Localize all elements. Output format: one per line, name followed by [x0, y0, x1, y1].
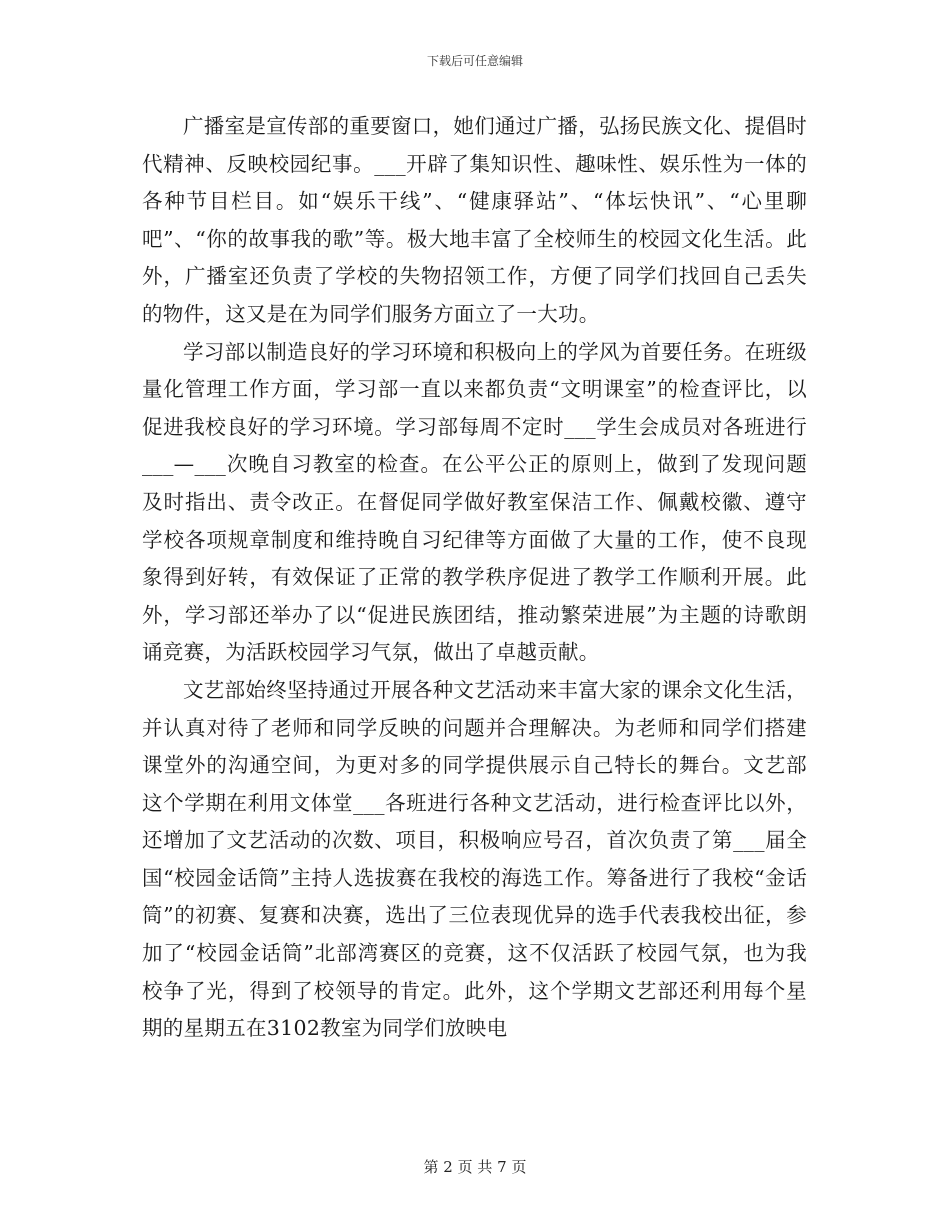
paragraph-arts-department: 文艺部始终坚持通过开展各种文艺活动来丰富大家的课余文化生活，并认真对待了老师和同学反映的问题并合理解决。为老师和同学们搭建课堂外的沟通空间，为更对多的同学提供展示自己特长的舞台。文艺部这个学期在利用文体堂___各班进行各种文艺活动，进行检查评比以外，还增加了文艺活动的次数、项目，积极响应号召，首次负责了第___届全国“校园金话筒”主持人选拔赛在我校的海选工作。筹备进行了我校“金话筒”的初赛、复赛和决赛，选出了三位表现优异的选手代表我校出征，参加了“校园金话筒”北部湾赛区的竞赛，这不仅活跃了校园气氛，也为我校争了光，得到了校领导的肯定。此外，这个学期文艺部还利用每个星期的星期五在3102教室为同学们放映电 [142, 677, 807, 1041]
document-body [142, 108, 807, 1048]
page-number: 第 2 页 共 7 页 [423, 1158, 527, 1176]
paragraph-broadcast-room: 广播室是宣传部的重要窗口，她们通过广播，弘扬民族文化、提倡时代精神、反映校园纪事。___开辟了集知识性、趣味性、娱乐性为一体的各种节目栏目。如“娱乐干线”、“健康驿站”、“体坛快讯”、“心里聊吧”、“你的故事我的歌”等。极大地丰富了全校师生的校园文化生活。此外，广播室还负责了学校的失物招领工作，方便了同学们找回自己丢失的物件，这又是在为同学们服务方面立了一大功。 [142, 114, 807, 326]
paragraph-study-department: 学习部以制造良好的学习环境和积极向上的学风为首要任务。在班级量化管理工作方面，学习部一直以来都负责“文明课室”的检查评比，以促进我校良好的学习环境。学习部每周不定时___学生会成员对各班进行___—___次晚自习教室的检查。在公平公正的原则上，做到了发现问题及时指出、责令改正。在督促同学做好教室保洁工作、佩戴校徽、遵守学校各项规章制度和维持晚自习纪律等方面做了大量的工作，使不良现象得到好转，有效保证了正常的教学秩序促进了教学工作顺利开展。此外，学习部还举办了以“促进民族团结，推动繁荣进展”为主题的诗歌朗诵竞赛，为活跃校园学习气氛，做出了卓越贡献。 [142, 339, 807, 665]
header-note: 下载后可任意编辑 [426, 54, 523, 68]
